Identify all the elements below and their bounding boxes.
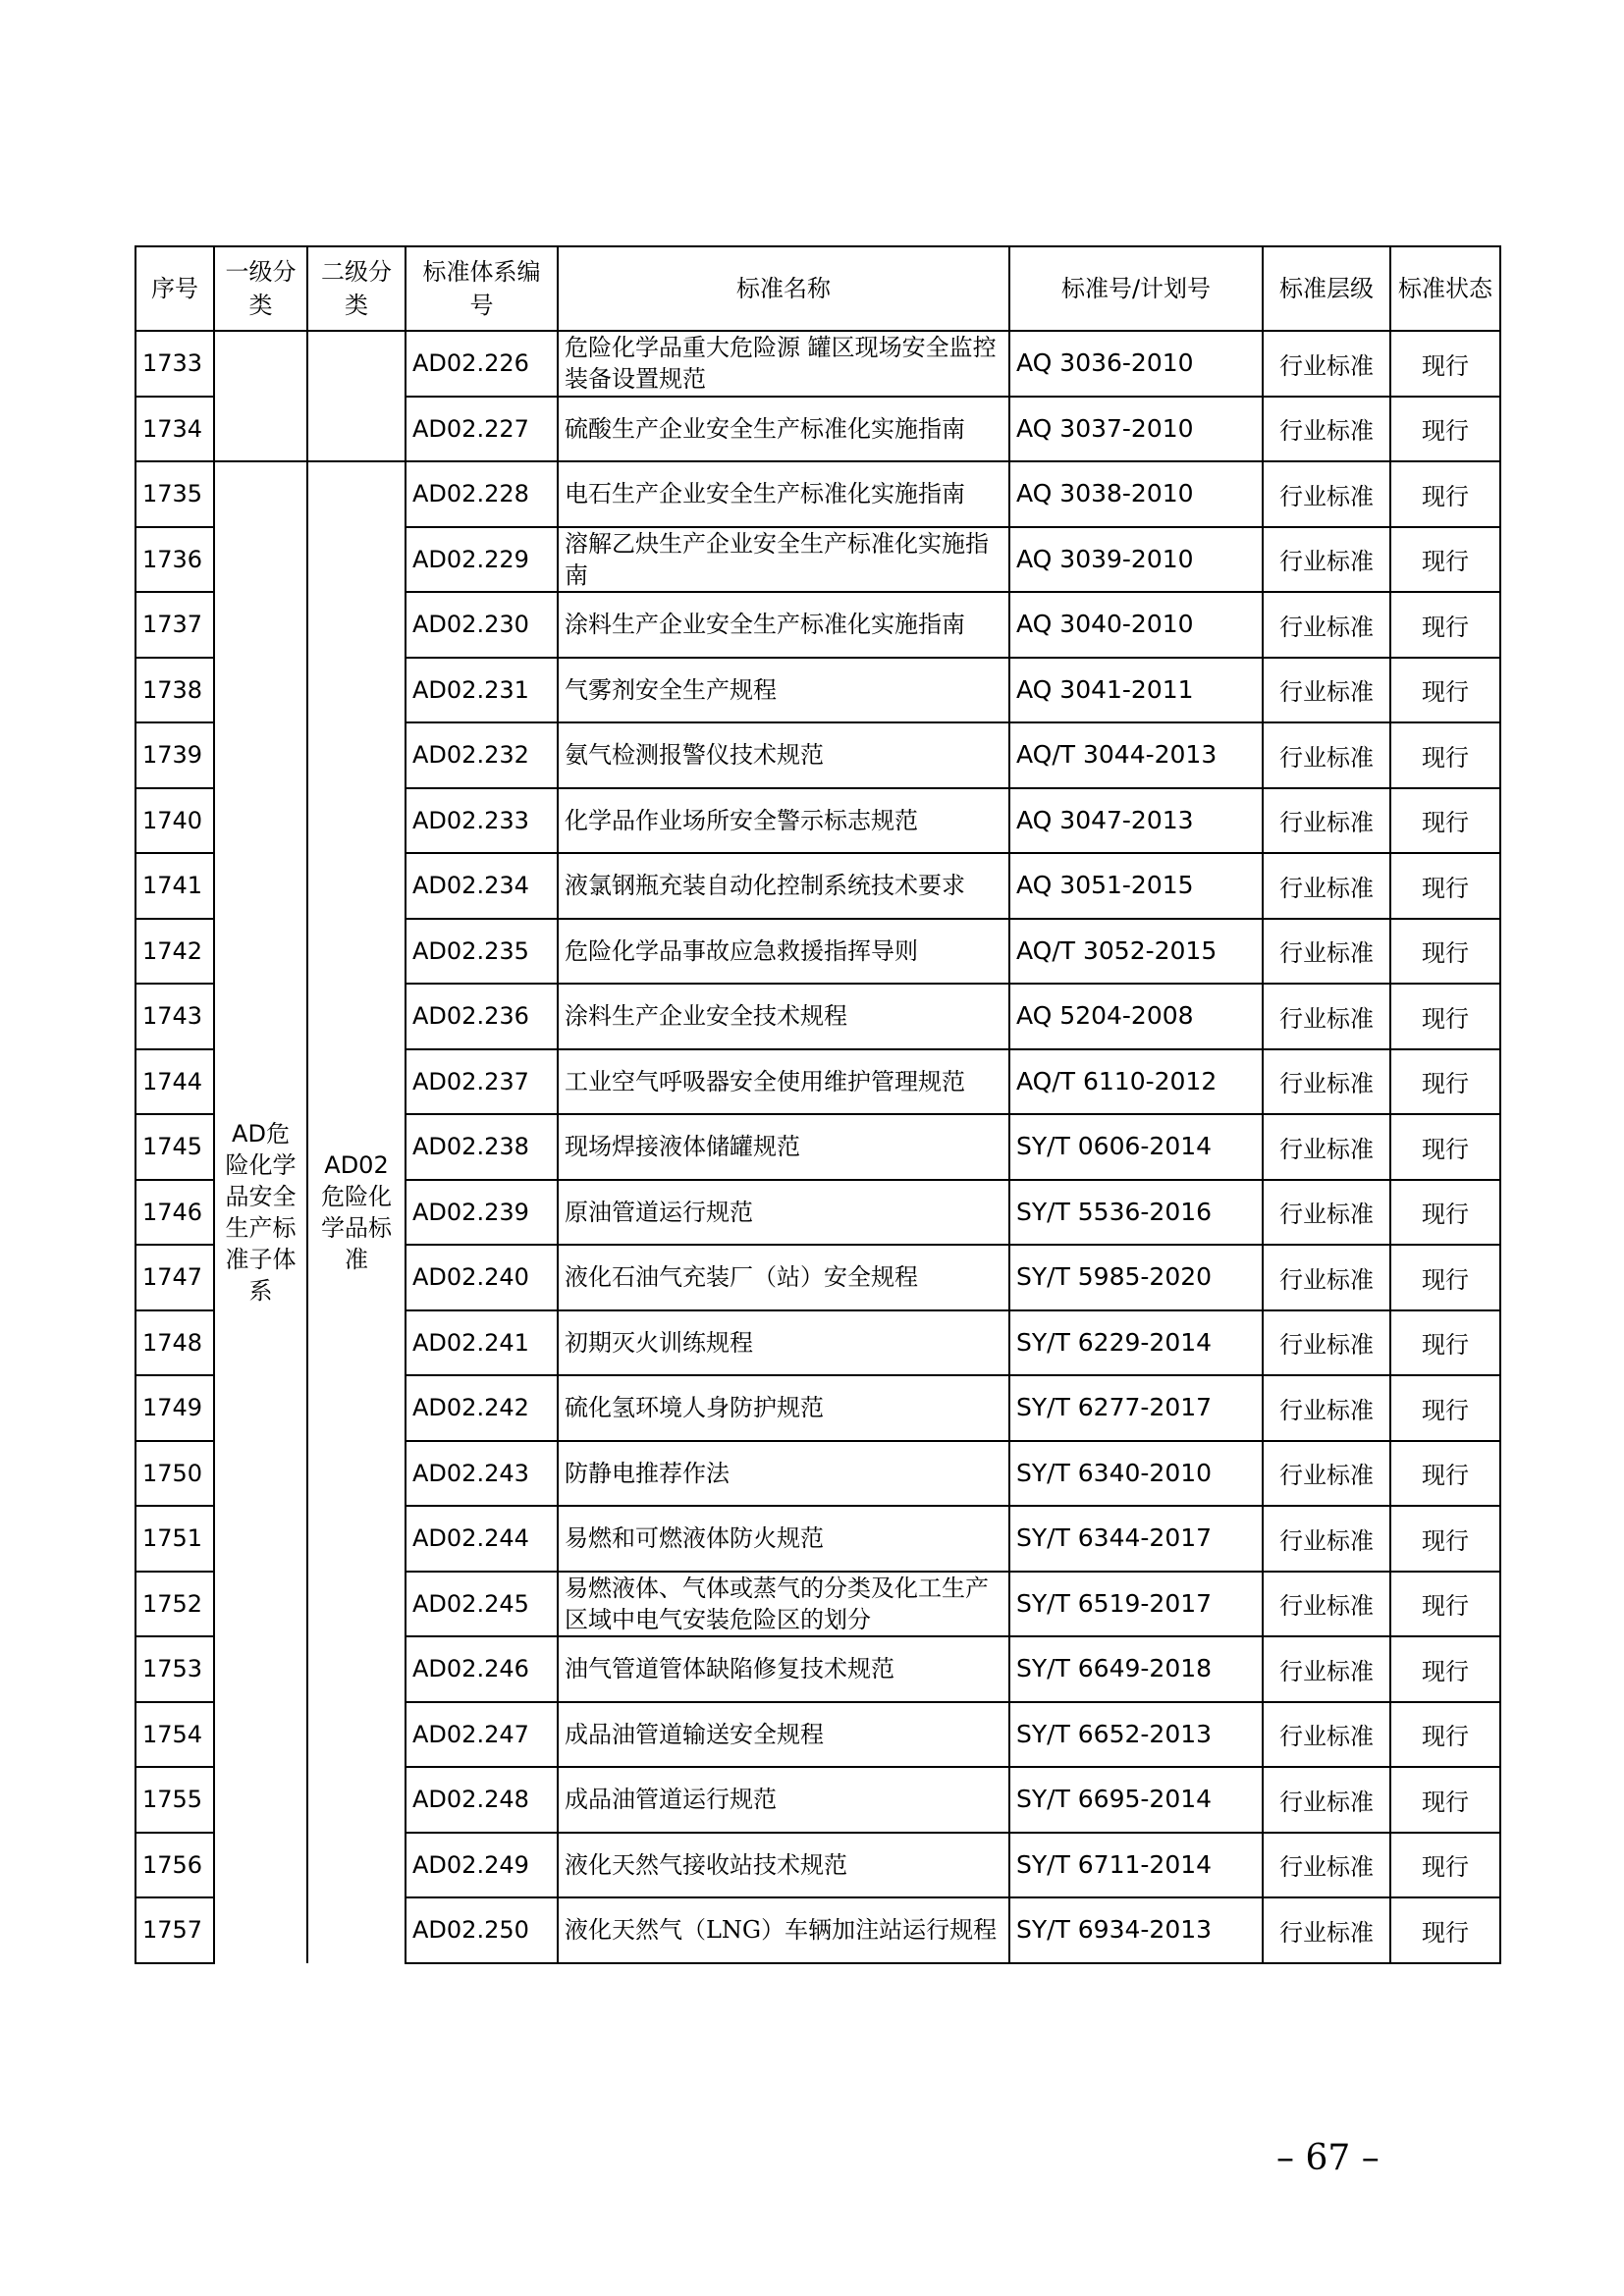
standard-level: 行业标准 [1263,1049,1390,1115]
standard-code: AD02.243 [406,1441,558,1507]
standard-code: AD02.246 [406,1636,558,1702]
standard-level: 行业标准 [1263,1636,1390,1702]
standard-name: 涂料生产企业安全生产标准化实施指南 [558,592,1009,658]
standard-number: SY/T 6519-2017 [1009,1572,1263,1637]
standard-status: 现行 [1390,658,1500,723]
standard-number: AQ 3036-2010 [1009,331,1263,397]
standard-level: 行业标准 [1263,919,1390,985]
row-number: 1757 [135,1897,214,1963]
standard-name: 工业空气呼吸器安全使用维护管理规范 [558,1049,1009,1115]
standard-code: AD02.240 [406,1245,558,1310]
standard-number: SY/T 6229-2014 [1009,1310,1263,1376]
row-number: 1739 [135,722,214,788]
standard-name: 硫酸生产企业安全生产标准化实施指南 [558,397,1009,462]
standard-code: AD02.232 [406,722,558,788]
standard-number: AQ/T 3052-2015 [1009,919,1263,985]
standard-name: 液氯钢瓶充装自动化控制系统技术要求 [558,853,1009,919]
standard-code: AD02.245 [406,1572,558,1637]
standard-code: AD02.247 [406,1702,558,1768]
standard-code: AD02.250 [406,1897,558,1963]
header-code: 标准体系编号 [406,246,558,331]
standard-number: AQ 3047-2013 [1009,788,1263,854]
standard-level: 行业标准 [1263,722,1390,788]
standard-status: 现行 [1390,331,1500,397]
standard-code: AD02.233 [406,788,558,854]
standard-name: 液化天然气（LNG）车辆加注站运行规程 [558,1897,1009,1963]
standard-code: AD02.241 [406,1310,558,1376]
standard-status: 现行 [1390,919,1500,985]
standard-name: 电石生产企业安全生产标准化实施指南 [558,461,1009,527]
table-row [135,331,1500,397]
standard-level: 行业标准 [1263,1572,1390,1637]
standard-number: AQ 3041-2011 [1009,658,1263,723]
standard-number: AQ/T 6110-2012 [1009,1049,1263,1115]
standard-status: 现行 [1390,1702,1500,1768]
header-name: 标准名称 [558,246,1009,331]
standard-number: SY/T 6277-2017 [1009,1375,1263,1441]
standard-number: AQ 3040-2010 [1009,592,1263,658]
standard-name: 液化石油气充装厂（站）安全规程 [558,1245,1009,1310]
header-status: 标准状态 [1390,246,1500,331]
row-number: 1745 [135,1114,214,1180]
standard-level: 行业标准 [1263,1375,1390,1441]
row-number: 1742 [135,919,214,985]
standard-status: 现行 [1390,1049,1500,1115]
standard-number: AQ 3051-2015 [1009,853,1263,919]
standard-level: 行业标准 [1263,1441,1390,1507]
standard-status: 现行 [1390,1375,1500,1441]
standard-name: 成品油管道输送安全规程 [558,1702,1009,1768]
standard-level: 行业标准 [1263,1767,1390,1833]
standard-name: 涂料生产企业安全技术规程 [558,984,1009,1049]
standard-level: 行业标准 [1263,1897,1390,1963]
row-number: 1740 [135,788,214,854]
standard-name: 易燃和可燃液体防火规范 [558,1506,1009,1572]
row-number: 1755 [135,1767,214,1833]
standard-code: AD02.238 [406,1114,558,1180]
standard-number: AQ/T 3044-2013 [1009,722,1263,788]
row-number: 1753 [135,1636,214,1702]
standard-number: SY/T 6652-2013 [1009,1702,1263,1768]
standard-name: 溶解乙炔生产企业安全生产标准化实施指南 [558,527,1009,593]
standard-name: 液化天然气接收站技术规范 [558,1833,1009,1898]
standard-level: 行业标准 [1263,397,1390,462]
standard-level: 行业标准 [1263,1180,1390,1246]
standard-status: 现行 [1390,1441,1500,1507]
category1-cell-empty [214,331,307,461]
table-header-row [135,246,1500,331]
standard-code: AD02.244 [406,1506,558,1572]
standard-status: 现行 [1390,1636,1500,1702]
row-number: 1736 [135,527,214,593]
standard-code: AD02.248 [406,1767,558,1833]
standard-status: 现行 [1390,1767,1500,1833]
row-number: 1733 [135,331,214,397]
standard-level: 行业标准 [1263,592,1390,658]
standard-number: AQ 3038-2010 [1009,461,1263,527]
row-number: 1741 [135,853,214,919]
standard-number: SY/T 5536-2016 [1009,1180,1263,1246]
standard-code: AD02.242 [406,1375,558,1441]
standard-number: SY/T 5985-2020 [1009,1245,1263,1310]
row-number: 1734 [135,397,214,462]
standard-code: AD02.234 [406,853,558,919]
header-number: 标准号/计划号 [1009,246,1263,331]
standard-name: 气雾剂安全生产规程 [558,658,1009,723]
row-number: 1750 [135,1441,214,1507]
standard-number: AQ 3039-2010 [1009,527,1263,593]
standard-level: 行业标准 [1263,984,1390,1049]
standard-level: 行业标准 [1263,1114,1390,1180]
standard-name: 氨气检测报警仪技术规范 [558,722,1009,788]
standard-name: 油气管道管体缺陷修复技术规范 [558,1636,1009,1702]
category2-cell: AD02危险化学品标准 [307,461,406,1963]
standard-level: 行业标准 [1263,658,1390,723]
standard-name: 成品油管道运行规范 [558,1767,1009,1833]
standard-number: SY/T 6340-2010 [1009,1441,1263,1507]
standard-code: AD02.230 [406,592,558,658]
row-number: 1746 [135,1180,214,1246]
standard-status: 现行 [1390,984,1500,1049]
row-number: 1754 [135,1702,214,1768]
standard-code: AD02.237 [406,1049,558,1115]
standard-level: 行业标准 [1263,1310,1390,1376]
standard-level: 行业标准 [1263,331,1390,397]
standard-status: 现行 [1390,527,1500,593]
standard-status: 现行 [1390,1310,1500,1376]
standard-status: 现行 [1390,722,1500,788]
standard-status: 现行 [1390,1114,1500,1180]
standards-table [135,245,1501,1964]
standard-name: 硫化氢环境人身防护规范 [558,1375,1009,1441]
standard-name: 原油管道运行规范 [558,1180,1009,1246]
standard-number: SY/T 6344-2017 [1009,1506,1263,1572]
row-number: 1744 [135,1049,214,1115]
standard-name: 化学品作业场所安全警示标志规范 [558,788,1009,854]
standard-status: 现行 [1390,1245,1500,1310]
header-level: 标准层级 [1263,246,1390,331]
standard-name: 危险化学品重大危险源 罐区现场安全监控装备设置规范 [558,331,1009,397]
standard-number: SY/T 6695-2014 [1009,1767,1263,1833]
standard-number: SY/T 6934-2013 [1009,1897,1263,1963]
row-number: 1752 [135,1572,214,1637]
standard-code: AD02.227 [406,397,558,462]
category2-cell-empty [307,331,406,461]
standard-status: 现行 [1390,1897,1500,1963]
category1-cell: AD危险化学品安全生产标准子体系 [214,461,307,1963]
standard-number: SY/T 0606-2014 [1009,1114,1263,1180]
standard-code: AD02.231 [406,658,558,723]
standard-level: 行业标准 [1263,1702,1390,1768]
standard-status: 现行 [1390,853,1500,919]
standard-status: 现行 [1390,1572,1500,1637]
standard-name: 初期灭火训练规程 [558,1310,1009,1376]
standard-name: 易燃液体、气体或蒸气的分类及化工生产区域中电气安装危险区的划分 [558,1572,1009,1637]
standard-status: 现行 [1390,461,1500,527]
standard-code: AD02.239 [406,1180,558,1246]
standard-code: AD02.236 [406,984,558,1049]
standard-code: AD02.228 [406,461,558,527]
standard-status: 现行 [1390,788,1500,854]
standard-status: 现行 [1390,592,1500,658]
standard-level: 行业标准 [1263,1506,1390,1572]
table-row [135,461,1500,527]
standard-status: 现行 [1390,1180,1500,1246]
standard-status: 现行 [1390,397,1500,462]
standard-level: 行业标准 [1263,527,1390,593]
row-number: 1751 [135,1506,214,1572]
table-body [135,331,1500,1963]
standard-level: 行业标准 [1263,1833,1390,1898]
standard-number: AQ 5204-2008 [1009,984,1263,1049]
row-number: 1749 [135,1375,214,1441]
standard-status: 现行 [1390,1506,1500,1572]
row-number: 1747 [135,1245,214,1310]
row-number: 1743 [135,984,214,1049]
row-number: 1737 [135,592,214,658]
header-category1: 一级分类 [214,246,307,331]
row-number: 1748 [135,1310,214,1376]
standard-level: 行业标准 [1263,461,1390,527]
standard-number: SY/T 6711-2014 [1009,1833,1263,1898]
row-number: 1738 [135,658,214,723]
row-number: 1735 [135,461,214,527]
standard-level: 行业标准 [1263,788,1390,854]
header-no: 序号 [135,246,214,331]
standard-code: AD02.235 [406,919,558,985]
standard-name: 危险化学品事故应急救援指挥导则 [558,919,1009,985]
standard-name: 防静电推荐作法 [558,1441,1009,1507]
standard-number: AQ 3037-2010 [1009,397,1263,462]
standard-code: AD02.249 [406,1833,558,1898]
standard-name: 现场焊接液体储罐规范 [558,1114,1009,1180]
standard-number: SY/T 6649-2018 [1009,1636,1263,1702]
row-number: 1756 [135,1833,214,1898]
standard-status: 现行 [1390,1833,1500,1898]
standard-code: AD02.229 [406,527,558,593]
standard-level: 行业标准 [1263,1245,1390,1310]
standard-level: 行业标准 [1263,853,1390,919]
header-category2: 二级分类 [307,246,406,331]
standard-code: AD02.226 [406,331,558,397]
page-number: – 67 – [1276,2138,1380,2178]
